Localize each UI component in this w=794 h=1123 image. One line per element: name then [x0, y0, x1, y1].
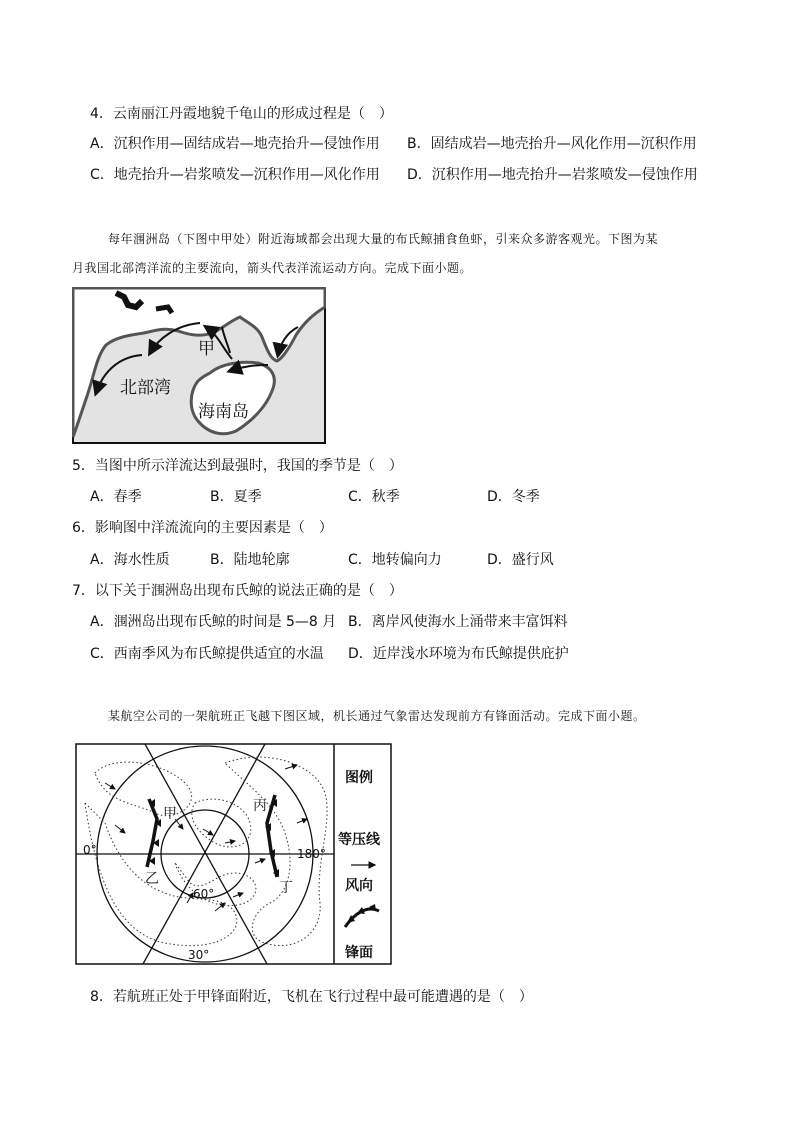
intro2-paragraph: 某航空公司的一架航班正飞越下图区域，机长通过气象雷达发现前方有锋面活动。完成下面小题。 [108, 709, 646, 723]
q5-option-b: B．夏季 [210, 489, 262, 505]
intro-paragraph-line2: 月我国北部湾洋流的主要流向，箭头代表洋流运动方向。完成下面小题。 [72, 261, 473, 275]
legend-title: 图例 [345, 770, 373, 786]
q6-option-d: D．盛行风 [487, 552, 554, 568]
q6-option-a: A．海水性质 [90, 552, 170, 568]
map2-label-yi: 乙 [145, 871, 159, 887]
map2-label-60deg: 60° [193, 887, 215, 901]
q7-option-d: D．近岸浅水环境为布氏鲸提供庇护 [348, 646, 569, 662]
map2-label-0deg: 0° [83, 843, 97, 857]
map1-label-jia: 甲 [198, 339, 215, 359]
map1-label-gulf: 北部湾 [120, 378, 171, 398]
q4-option-d: D．沉积作用—地壳抬升—岩浆喷发—侵蚀作用 [407, 167, 698, 183]
q4-option-a: A．沉积作用—固结成岩—地壳抬升—侵蚀作用 [90, 136, 380, 152]
q6-option-b: B．陆地轮廓 [210, 552, 290, 568]
q8-stem: 8．若航班正处于甲锋面附近，飞机在飞行过程中最可能遭遇的是（ ） [90, 989, 533, 1005]
q4-option-b: B．固结成岩—地壳抬升—风化作用—沉积作用 [407, 136, 697, 152]
q7-stem: 7．以下关于涠洲岛出现布氏鲸的说法正确的是（ ） [72, 583, 403, 599]
legend-front-label: 锋面 [345, 945, 373, 961]
polar-front-map [75, 743, 392, 965]
map2-label-ding: 丁 [279, 880, 293, 896]
q7-option-b: B．离岸风使海水上涌带来丰富饵料 [348, 614, 568, 630]
map2-label-30deg: 30° [188, 948, 210, 962]
q7-option-a: A．涠洲岛出现布氏鲸的时间是 5—8 月 [90, 614, 337, 630]
intro-paragraph-line1: 每年涠洲岛（下图中甲处）附近海域都会出现大量的布氏鲸捕食鱼虾，引来众多游客观光。下图为某 [108, 232, 659, 246]
q7-option-c: C．西南季风为布氏鲸提供适宜的水温 [90, 646, 324, 662]
q4-option-c: C．地壳抬升—岩浆喷发—沉积作用—风化作用 [90, 167, 380, 183]
legend-wind-label: 风向 [345, 878, 373, 894]
map2-label-bing: 丙 [253, 798, 267, 814]
q6-stem: 6．影响图中洋流流向的主要因素是（ ） [72, 520, 333, 536]
map2-label-jia: 甲 [163, 806, 177, 822]
q6-option-c: C．地转偏向力 [348, 552, 442, 568]
q5-stem: 5．当图中所示洋流达到最强时，我国的季节是（ ） [72, 458, 403, 474]
beibu-gulf-map [72, 287, 326, 444]
q4-stem: 4．云南丽江丹霞地貌千龟山的形成过程是（ ） [90, 106, 393, 122]
legend-isobar-label: 等压线 [338, 832, 380, 848]
q5-option-d: D．冬季 [487, 489, 540, 505]
map2-label-180deg: 180° [297, 847, 326, 861]
q5-option-a: A．春季 [90, 489, 142, 505]
map1-label-island: 海南岛 [198, 402, 249, 422]
q5-option-c: C．秋季 [348, 489, 400, 505]
